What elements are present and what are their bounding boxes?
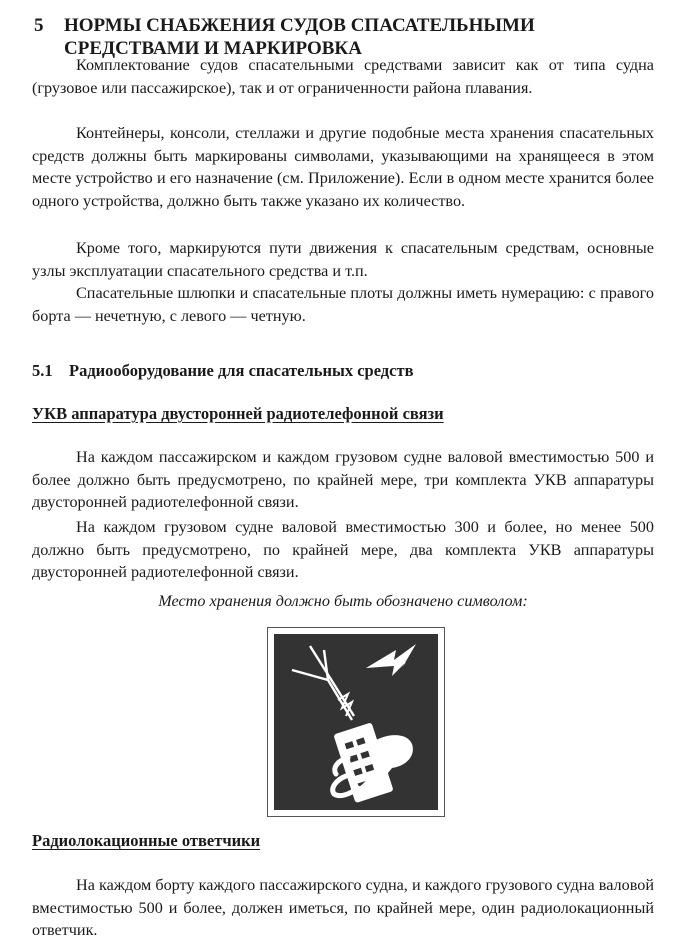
vhf-heading: УКВ аппаратура двусторонней радиотелефонной связи (32, 404, 444, 423)
paragraph-3: Кроме того, маркируются пути движения к спасательным средствам, основные узлы эксплуатации спасательного средства и т.п. (32, 239, 654, 280)
vhf-paragraph-2: На каждом грузовом судне валовой вместимостью 300 и более, но менее 500 должно быть предусмотрено, по крайней мере, два комплекта УКВ аппаратуры двусторонней радиотелефонной связи. (32, 518, 654, 582)
section-number: 5 (34, 15, 44, 36)
section-title: НОРМЫ СНАБЖЕНИЯ СУДОВ СПАСАТЕЛЬНЫМИ СРЕДСТВАМИ И МАРКИРОВКА (64, 15, 535, 59)
symbol-caption: Место хранения должно быть обозначено символом: (158, 592, 528, 610)
paragraph-4: Спасательные шлюпки и спасательные плоты должны иметь нумерацию: с правого борта — нечетную, с левого — четную. (32, 284, 654, 325)
paragraph-2: Контейнеры, консоли, стеллажи и другие подобные места хранения спасательных средств должны быть маркированы символами, указывающими на хранящееся в этом месте устройство и его назначение (см. Приложение). Если в одном месте хранится более одного устройства, должно быть также указано их количество. (32, 124, 654, 210)
subsection-number: 5.1 (32, 361, 53, 380)
subsection-heading (32, 360, 414, 382)
subsection-title: Радиооборудование для спасательных средств (69, 361, 414, 380)
radar-paragraph: На каждом борту каждого пассажирского судна, и каждого грузового судна валовой вместимостью 500 и более, должен иметься, по крайней мере, один радиолокационный ответчик. (32, 876, 654, 940)
paragraph-1: Комплектование судов спасательными средствами зависит как от типа судна (грузовое или пассажирское), так и от ограниченности района плавания. (32, 56, 654, 97)
vhf-radio-symbol-icon (267, 627, 445, 817)
vhf-paragraph-1: На каждом пассажирском и каждом грузовом судне валовой вместимостью 500 и более должно быть предусмотрено, по крайней мере, три комплекта УКВ аппаратуры двусторонней радиотелефонной связи. (32, 448, 654, 512)
radar-heading: Радиолокационные ответчики (32, 831, 261, 850)
